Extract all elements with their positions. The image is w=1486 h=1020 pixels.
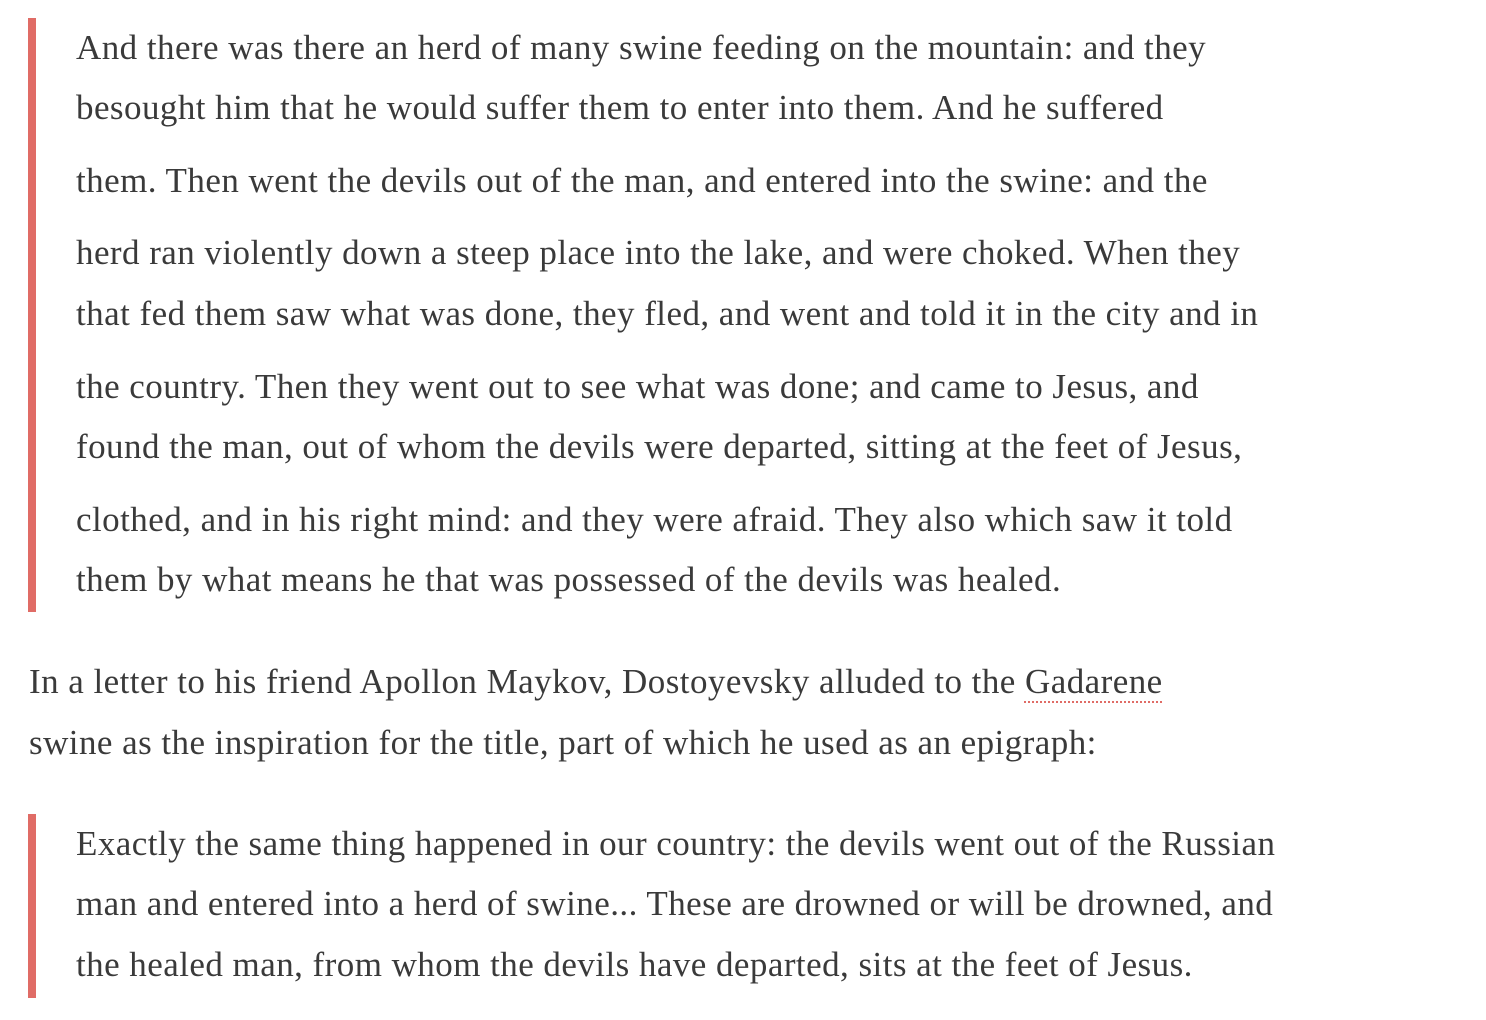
quote-line: herd ran violently down a steep place into the lake, and were choked. When they <box>76 233 1241 272</box>
quote-line: that fed them saw what was done, they fled, and went and told it in the city and in <box>76 294 1259 333</box>
paragraph-line <box>29 660 1163 704</box>
quote-line: besought him that he would suffer them to enter into them. And he suffered <box>76 88 1164 127</box>
quote-line: them. Then went the devils out of the man, and entered into the swine: and the <box>76 161 1208 200</box>
quote-line: And there was there an herd of many swine feeding on the mountain: and they <box>76 28 1207 67</box>
quote-line: Exactly the same thing happened in our country: the devils went out of the Russian <box>76 824 1276 863</box>
quote-line: man and entered into a herd of swine... These are drowned or will be drowned, and <box>76 884 1274 923</box>
block-quote-gospel <box>28 18 1468 612</box>
paragraph-line: swine as the inspiration for the title, part of which he used as an epigraph: <box>29 723 1097 762</box>
quote-line: the healed man, from whom the devils have departed, sits at the feet of Jesus. <box>76 945 1193 984</box>
quote-line: found the man, out of whom the devils were departed, sitting at the feet of Jesus, <box>76 427 1243 466</box>
paragraph-text: In a letter to his friend Apollon Maykov, Dostoyevsky alluded to the <box>29 662 1025 701</box>
block-quote-epigraph <box>28 814 1478 998</box>
gadarene-gloss-link[interactable]: Gadarene <box>1024 662 1163 701</box>
quote-line: them by what means he that was possessed of the devils was healed. <box>76 560 1062 599</box>
quote-line: the country. Then they went out to see what was done; and came to Jesus, and <box>76 367 1199 406</box>
quote-line: clothed, and in his right mind: and they were afraid. They also which saw it told <box>76 500 1233 539</box>
